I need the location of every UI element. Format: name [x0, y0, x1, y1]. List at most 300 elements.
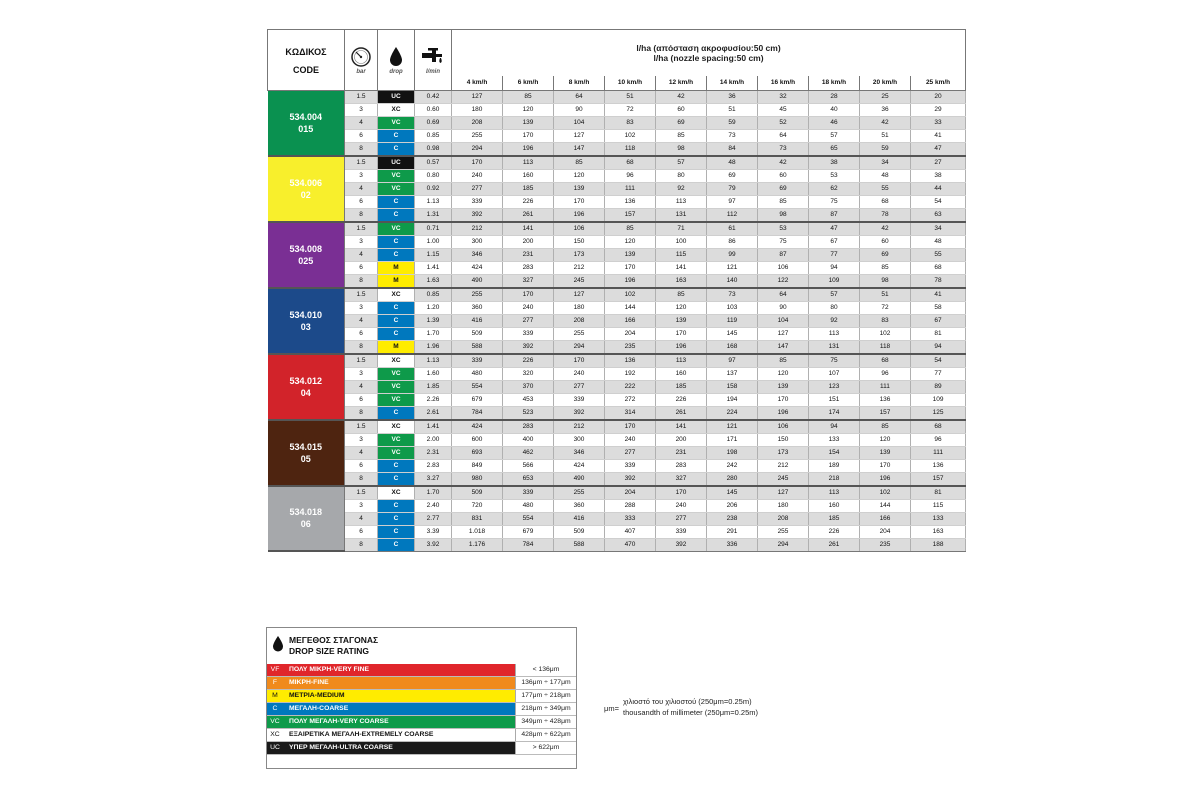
rate-cell: 48 [860, 169, 911, 182]
rate-cell: 226 [503, 354, 554, 368]
rate-cell: 51 [860, 288, 911, 302]
rate-cell: 33 [911, 116, 966, 129]
rate-cell: 106 [758, 420, 809, 434]
rate-cell: 163 [656, 274, 707, 288]
legend-title-en: DROP SIZE RATING [289, 646, 369, 656]
table-row [268, 235, 966, 248]
legend-row [267, 677, 576, 690]
rate-cell: 370 [503, 380, 554, 393]
pressure-cell: 3 [345, 367, 378, 380]
nozzle-code-sub: 05 [300, 453, 311, 464]
rate-cell: 85 [758, 354, 809, 368]
rate-cell: 208 [758, 512, 809, 525]
rate-cell: 68 [860, 354, 911, 368]
nozzle-code-cell [268, 420, 345, 486]
pressure-cell: 6 [345, 261, 378, 274]
rate-cell: 720 [452, 499, 503, 512]
drop-size-cell: VC [378, 393, 415, 406]
flow-cell: 0.92 [415, 182, 452, 195]
rate-cell: 173 [554, 248, 605, 261]
rate-cell: 1.018 [452, 525, 503, 538]
rate-cell: 314 [605, 406, 656, 420]
rate-cell: 245 [554, 274, 605, 288]
rate-cell: 141 [656, 420, 707, 434]
rate-cell: 65 [809, 142, 860, 156]
flow-cell: 0.85 [415, 129, 452, 142]
rate-cell: 206 [707, 499, 758, 512]
rate-cell: 261 [809, 538, 860, 551]
rate-cell: 47 [911, 142, 966, 156]
rate-cell: 87 [809, 208, 860, 222]
table-row [268, 195, 966, 208]
rate-cell: 139 [860, 446, 911, 459]
rate-cell: 392 [554, 406, 605, 420]
rate-cell: 462 [503, 446, 554, 459]
legend-code: C [267, 703, 283, 716]
drop-size-cell: C [378, 472, 415, 486]
rate-cell: 158 [707, 380, 758, 393]
rate-cell: 32 [758, 90, 809, 103]
rate-cell: 180 [554, 301, 605, 314]
pressure-cell: 8 [345, 274, 378, 288]
drop-size-cell: UC [378, 90, 415, 103]
rate-cell: 41 [911, 288, 966, 302]
rate-cell: 255 [452, 288, 503, 302]
rate-cell: 133 [809, 433, 860, 446]
rate-cell: 51 [860, 129, 911, 142]
legend-name: ΜΕΤΡΙΑ-MEDIUM [283, 690, 516, 703]
rate-cell: 192 [605, 367, 656, 380]
flow-cell: 1.00 [415, 235, 452, 248]
rate-cell: 346 [554, 446, 605, 459]
rate-cell: 113 [503, 156, 554, 170]
rate-cell: 80 [809, 301, 860, 314]
pressure-cell: 6 [345, 459, 378, 472]
table-row [268, 525, 966, 538]
rate-cell: 392 [605, 472, 656, 486]
rate-cell: 240 [554, 367, 605, 380]
rate-cell: 163 [911, 525, 966, 538]
rate-cell: 44 [911, 182, 966, 195]
rate-cell: 99 [707, 248, 758, 261]
rate-cell: 204 [605, 486, 656, 500]
pressure-cell: 4 [345, 380, 378, 393]
rate-cell: 86 [707, 235, 758, 248]
nozzle-code-sub: 025 [298, 255, 314, 266]
rate-cell: 127 [554, 129, 605, 142]
faucet-icon [420, 46, 446, 68]
pressure-cell: 3 [345, 169, 378, 182]
legend-range: 218μm ÷ 349μm [516, 703, 577, 716]
rate-cell: 102 [605, 288, 656, 302]
legend-name: ΜΕΓΑΛΗ-COARSE [283, 703, 516, 716]
rate-cell: 144 [605, 301, 656, 314]
rate-cell: 113 [656, 354, 707, 368]
rate-cell: 170 [503, 129, 554, 142]
rate-cell: 784 [503, 538, 554, 551]
rate-cell: 392 [452, 208, 503, 222]
rate-cell: 109 [809, 274, 860, 288]
rate-cell: 600 [452, 433, 503, 446]
unit-drop: drop [389, 68, 403, 75]
pressure-header [345, 30, 378, 91]
rate-cell: 200 [656, 433, 707, 446]
rate-cell: 85 [860, 261, 911, 274]
micron-symbol: μm= [604, 704, 619, 713]
table-row [268, 420, 966, 434]
rate-cell: 679 [452, 393, 503, 406]
rate-cell: 277 [554, 380, 605, 393]
table-row [268, 182, 966, 195]
flow-cell: 0.69 [415, 116, 452, 129]
table-row [268, 301, 966, 314]
rate-cell: 480 [452, 367, 503, 380]
unit-flow: l/min [425, 68, 440, 75]
legend-row [267, 742, 576, 755]
rate-cell: 336 [707, 538, 758, 551]
legend-code: VC [267, 716, 283, 729]
pressure-cell: 1.5 [345, 486, 378, 500]
drop-size-cell: XC [378, 103, 415, 116]
rate-cell: 200 [503, 235, 554, 248]
drop-size-cell: C [378, 327, 415, 340]
rate-cell: 566 [503, 459, 554, 472]
drop-size-cell: C [378, 525, 415, 538]
rate-cell: 679 [503, 525, 554, 538]
rate-cell: 185 [503, 182, 554, 195]
rate-cell: 283 [656, 459, 707, 472]
rate-cell: 240 [452, 169, 503, 182]
rate-cell: 141 [656, 261, 707, 274]
rate-cell: 147 [554, 142, 605, 156]
rate-cell: 245 [758, 472, 809, 486]
rate-cell: 113 [809, 327, 860, 340]
flow-cell: 1.63 [415, 274, 452, 288]
rate-cell: 277 [605, 446, 656, 459]
rate-cell: 69 [656, 116, 707, 129]
rate-cell: 47 [809, 222, 860, 236]
rate-cell: 81 [911, 486, 966, 500]
rate-cell: 198 [707, 446, 758, 459]
drop-size-cell: C [378, 512, 415, 525]
rate-cell: 68 [860, 195, 911, 208]
rate-cell: 294 [452, 142, 503, 156]
rate-cell: 218 [809, 472, 860, 486]
rate-cell: 75 [809, 354, 860, 368]
rate-cell: 145 [707, 486, 758, 500]
legend-name: ΜΙΚΡΗ-FINE [283, 677, 516, 690]
nozzle-code-cell [268, 222, 345, 288]
rate-cell: 588 [452, 340, 503, 354]
drop-size-cell: C [378, 406, 415, 420]
rate-cell: 154 [809, 446, 860, 459]
rate-cell: 104 [554, 116, 605, 129]
pressure-cell: 4 [345, 446, 378, 459]
drop-size-cell: VC [378, 182, 415, 195]
rate-cell: 136 [911, 459, 966, 472]
drop-size-cell: VC [378, 116, 415, 129]
rate-cell: 81 [911, 327, 966, 340]
rate-cell: 136 [860, 393, 911, 406]
rate-cell: 392 [503, 340, 554, 354]
rate-cell: 54 [911, 195, 966, 208]
rate-cell: 25 [860, 90, 911, 103]
legend-row [267, 729, 576, 742]
rate-cell: 283 [503, 261, 554, 274]
legend-range: < 136μm [516, 664, 577, 677]
rate-cell: 106 [758, 261, 809, 274]
rate-cell: 75 [809, 195, 860, 208]
rate-cell: 63 [911, 208, 966, 222]
flow-cell: 0.80 [415, 169, 452, 182]
pressure-cell: 8 [345, 142, 378, 156]
rate-cell: 48 [707, 156, 758, 170]
pressure-cell: 8 [345, 208, 378, 222]
rate-cell: 231 [503, 248, 554, 261]
table-row [268, 354, 966, 368]
rate-cell: 196 [554, 208, 605, 222]
rate-cell: 109 [911, 393, 966, 406]
rate-cell: 112 [707, 208, 758, 222]
rate-cell: 168 [707, 340, 758, 354]
flow-cell: 1.70 [415, 486, 452, 500]
rate-cell: 300 [554, 433, 605, 446]
rate-cell: 38 [809, 156, 860, 170]
rate-cell: 173 [758, 446, 809, 459]
rate-cell: 51 [605, 90, 656, 103]
flow-cell: 1.60 [415, 367, 452, 380]
rate-cell: 160 [503, 169, 554, 182]
rate-cell: 36 [707, 90, 758, 103]
nozzle-code: 534.008 [289, 243, 323, 254]
rate-cell: 170 [860, 459, 911, 472]
flow-cell: 2.77 [415, 512, 452, 525]
nozzle-code-sub: 04 [300, 387, 311, 398]
table-row [268, 129, 966, 142]
flow-cell: 1.96 [415, 340, 452, 354]
rate-cell: 212 [452, 222, 503, 236]
flow-cell: 2.00 [415, 433, 452, 446]
rate-cell: 490 [554, 472, 605, 486]
rate-cell: 57 [656, 156, 707, 170]
flow-cell: 0.71 [415, 222, 452, 236]
rate-cell: 73 [758, 142, 809, 156]
rate-cell: 120 [860, 433, 911, 446]
drop-size-cell: VC [378, 169, 415, 182]
rate-cell: 121 [707, 261, 758, 274]
legend-code: M [267, 690, 283, 703]
rate-cell: 85 [554, 156, 605, 170]
nozzle-code-cell [268, 90, 345, 156]
rate-cell: 57 [809, 288, 860, 302]
drop-size-cell: C [378, 142, 415, 156]
rate-cell: 68 [911, 420, 966, 434]
nozzle-code-cell [268, 486, 345, 552]
rate-cell: 131 [809, 340, 860, 354]
rate-cell: 94 [809, 420, 860, 434]
nozzle-code: 534.004 [289, 111, 323, 122]
rate-cell: 339 [503, 327, 554, 340]
rate-cell: 118 [605, 142, 656, 156]
rate-cell: 55 [860, 182, 911, 195]
rate-cell: 204 [860, 525, 911, 538]
rate-cell: 231 [656, 446, 707, 459]
flow-cell: 1.41 [415, 261, 452, 274]
spacing-header [452, 30, 966, 76]
rate-cell: 139 [503, 116, 554, 129]
table-row [268, 288, 966, 302]
rate-cell: 94 [911, 340, 966, 354]
drop-size-cell: M [378, 274, 415, 288]
legend-name: ΥΠΕΡ ΜΕΓΑΛΗ-ULTRA COARSE [283, 742, 516, 755]
rate-cell: 102 [860, 486, 911, 500]
rate-cell: 48 [911, 235, 966, 248]
rate-cell: 131 [656, 208, 707, 222]
rate-cell: 59 [707, 116, 758, 129]
pressure-cell: 1.5 [345, 288, 378, 302]
rate-cell: 80 [656, 169, 707, 182]
pressure-cell: 6 [345, 393, 378, 406]
rate-cell: 127 [452, 90, 503, 103]
rate-cell: 170 [605, 261, 656, 274]
nozzle-code: 534.012 [289, 375, 323, 386]
rate-cell: 346 [452, 248, 503, 261]
rate-cell: 111 [605, 182, 656, 195]
pressure-cell: 3 [345, 499, 378, 512]
rate-cell: 392 [656, 538, 707, 551]
drop-size-cell: UC [378, 156, 415, 170]
legend-title-gr: ΜΕΓΕΘΟΣ ΣΤΑΓΟΝΑΣ [289, 635, 379, 645]
flow-cell: 2.40 [415, 499, 452, 512]
rate-cell: 60 [656, 103, 707, 116]
nozzle-code: 534.006 [289, 177, 323, 188]
rate-cell: 42 [656, 90, 707, 103]
rate-cell: 123 [809, 380, 860, 393]
flow-cell: 3.39 [415, 525, 452, 538]
rate-cell: 150 [554, 235, 605, 248]
rate-cell: 339 [452, 354, 503, 368]
rate-cell: 97 [707, 354, 758, 368]
table-row [268, 90, 966, 103]
rate-cell: 107 [809, 367, 860, 380]
drop-icon [388, 46, 404, 68]
rate-cell: 120 [503, 103, 554, 116]
speed-header-2: 8 km/h [554, 76, 605, 91]
rate-cell: 424 [554, 459, 605, 472]
rate-cell: 145 [707, 327, 758, 340]
rate-cell: 127 [554, 288, 605, 302]
rate-cell: 104 [758, 314, 809, 327]
rate-cell: 320 [503, 367, 554, 380]
flow-cell: 0.60 [415, 103, 452, 116]
table-row [268, 538, 966, 551]
nozzle-code: 534.018 [289, 507, 323, 518]
rate-cell: 51 [707, 103, 758, 116]
rate-cell: 180 [758, 499, 809, 512]
code-header-en: CODE [292, 64, 319, 75]
rate-cell: 137 [707, 367, 758, 380]
rate-cell: 29 [911, 103, 966, 116]
drop-size-cell: XC [378, 288, 415, 302]
legend-row [267, 703, 576, 716]
rate-cell: 118 [860, 340, 911, 354]
rate-cell: 96 [860, 367, 911, 380]
legend-code: VF [267, 664, 283, 677]
rate-cell: 490 [452, 274, 503, 288]
pressure-cell: 8 [345, 538, 378, 551]
pressure-cell: 1.5 [345, 222, 378, 236]
rate-cell: 92 [809, 314, 860, 327]
rate-cell: 283 [503, 420, 554, 434]
rate-cell: 98 [758, 208, 809, 222]
drop-size-cell: C [378, 314, 415, 327]
nozzle-code-cell [268, 288, 345, 354]
rate-cell: 196 [605, 274, 656, 288]
rate-cell: 58 [911, 301, 966, 314]
rate-cell: 85 [656, 288, 707, 302]
flow-cell: 0.57 [415, 156, 452, 170]
rate-cell: 96 [605, 169, 656, 182]
drop-size-cell: C [378, 499, 415, 512]
rate-cell: 83 [605, 116, 656, 129]
table-row [268, 499, 966, 512]
legend-code: F [267, 677, 283, 690]
rate-cell: 59 [860, 142, 911, 156]
rate-cell: 54 [911, 354, 966, 368]
flow-cell: 2.61 [415, 406, 452, 420]
rate-cell: 83 [860, 314, 911, 327]
flow-cell: 0.98 [415, 142, 452, 156]
pressure-cell: 1.5 [345, 156, 378, 170]
rate-cell: 102 [860, 327, 911, 340]
table-row [268, 222, 966, 236]
legend-range: 177μm ÷ 218μm [516, 690, 577, 703]
speed-header-9: 25 km/h [911, 76, 966, 91]
rate-cell: 119 [707, 314, 758, 327]
table-row [268, 433, 966, 446]
nozzle-code-sub: 03 [300, 321, 311, 332]
rate-cell: 339 [452, 195, 503, 208]
rate-cell: 1.176 [452, 538, 503, 551]
legend-row [267, 690, 576, 703]
rate-cell: 97 [707, 195, 758, 208]
rate-cell: 67 [809, 235, 860, 248]
rate-cell: 27 [911, 156, 966, 170]
flow-header [415, 30, 452, 91]
rate-cell: 36 [860, 103, 911, 116]
rate-cell: 196 [503, 142, 554, 156]
rate-cell: 333 [605, 512, 656, 525]
rate-cell: 64 [758, 288, 809, 302]
rate-cell: 554 [503, 512, 554, 525]
rate-cell: 125 [911, 406, 966, 420]
rate-cell: 113 [809, 486, 860, 500]
rate-cell: 424 [452, 261, 503, 274]
pressure-cell: 6 [345, 525, 378, 538]
rate-cell: 280 [707, 472, 758, 486]
rate-cell: 103 [707, 301, 758, 314]
rate-cell: 127 [758, 327, 809, 340]
drop-size-cell: C [378, 129, 415, 142]
rate-cell: 416 [452, 314, 503, 327]
drop-size-cell: XC [378, 486, 415, 500]
rate-cell: 79 [707, 182, 758, 195]
drop-size-cell: VC [378, 222, 415, 236]
flow-cell: 3.92 [415, 538, 452, 551]
rate-cell: 41 [911, 129, 966, 142]
drop-size-cell: M [378, 261, 415, 274]
rate-cell: 133 [911, 512, 966, 525]
